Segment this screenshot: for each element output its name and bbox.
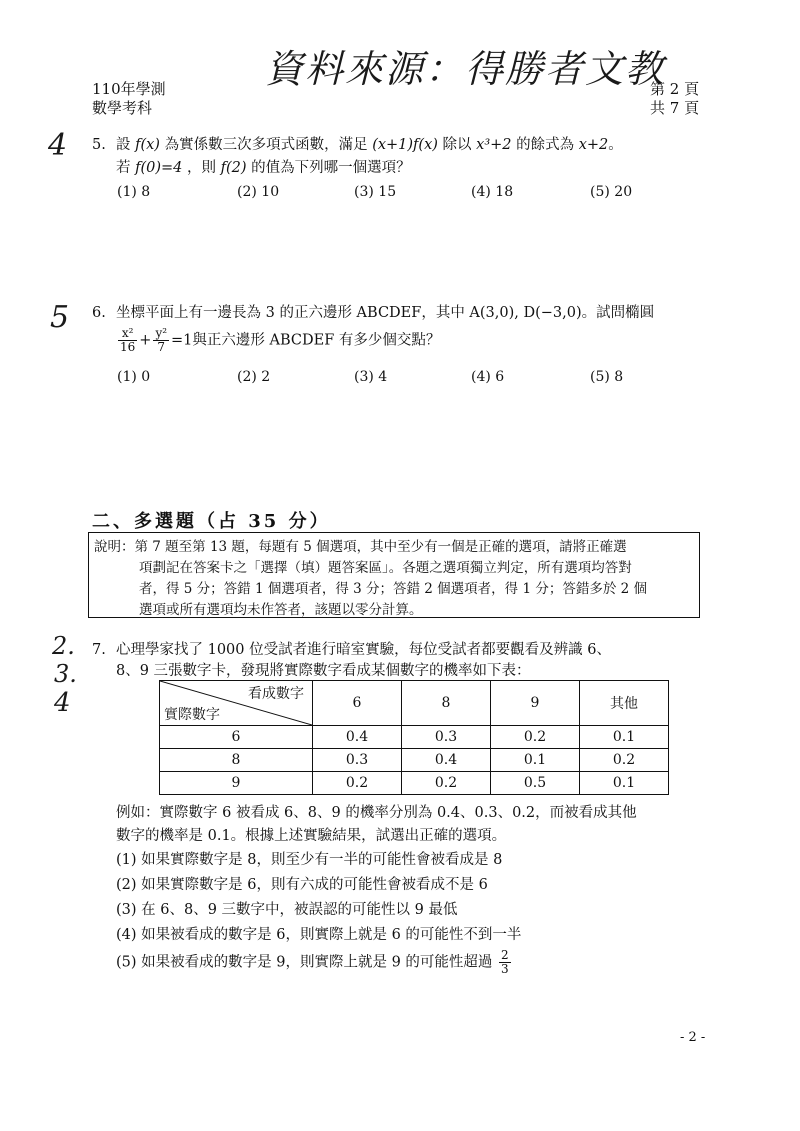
table-row — [160, 726, 669, 749]
table-cell: 0.2 — [313, 772, 402, 795]
handwritten-answer-q7-3: 4 — [54, 688, 71, 718]
table-corner-cell — [160, 681, 313, 726]
q5-stem-line2: 若 f(0)=4 ，則 f(2) 的值為下列哪一個選項？ — [116, 160, 411, 176]
q7-option-4[interactable]: (4) 如果被看成的數字是 6，則實際上就是 6 的可能性不到一半 — [116, 927, 522, 943]
table-cell: 0.1 — [491, 749, 580, 772]
instructions-line-4: 選項或所有選項均未作答者，該題以零分計算。 — [139, 602, 423, 618]
q7-stem-line1: 心理學家找了 1000 位受試者進行暗室實驗，每位受試者都要觀看及辨識 6、 — [116, 642, 611, 658]
table-cell: 0.3 — [402, 726, 491, 749]
total-pages: 共 7 頁 — [650, 99, 700, 117]
ellipse-y-fraction: $\frac{\text{y²}}{7}$ — [155, 326, 168, 354]
instructions-line-2: 項劃記在答案卡之「選擇（填）題答案區」。各題之選項獨立判定，所有選項均答對 — [139, 560, 632, 576]
q5-number: 5. — [92, 137, 106, 153]
header-seen-digit: 看成數字 — [248, 686, 304, 702]
q7-stem-line2: 8、9 三張數字卡，發現將實際數字看成某個數字的機率如下表： — [116, 663, 531, 679]
q7-example-line1: 例如：實際數字 6 被看成 6、8、9 的機率分別為 0.4、0.3、0.2，而被看成其他 — [116, 805, 637, 821]
section-title-multiple-choice: 二、多選題（占 35 分） — [92, 511, 331, 532]
two-thirds-fraction: $\frac{2}{3}$ — [501, 948, 509, 976]
column-header-other: 其他 — [580, 681, 669, 726]
column-header-9: 9 — [491, 681, 580, 726]
table-cell: 0.3 — [313, 749, 402, 772]
handwritten-answer-q6: 5 — [50, 300, 70, 335]
table-cell: 0.5 — [491, 772, 580, 795]
header-actual-digit: 實際數字 — [164, 707, 220, 723]
column-header-6: 6 — [313, 681, 402, 726]
handwritten-answer-q5: 4 — [48, 128, 68, 163]
probability-table — [159, 680, 669, 795]
handwritten-source-title: 資料來源：得勝者文教 — [265, 47, 666, 91]
table-cell: 0.2 — [491, 726, 580, 749]
page-indicator: 第 2 頁 — [650, 80, 700, 98]
table-cell: 0.4 — [313, 726, 402, 749]
q5-option-1[interactable]: (1) 8 — [117, 184, 151, 200]
row-label: 6 — [160, 726, 313, 749]
table-row — [160, 749, 669, 772]
page-number: - 2 - — [680, 1030, 706, 1045]
exam-year: 110年學測 — [92, 80, 166, 98]
q6-stem-line2: $\frac{\text{x²}}{16}$ + $\frac{\text{y²}}{7}$ =1與正六邊形 ABCDEF 有多少個交點？ — [120, 326, 441, 354]
q7-number: 7. — [92, 642, 106, 658]
instructions-line-1: 說明：第 7 題至第 13 題，每題有 5 個選項，其中至少有一個是正確的選項，請將正確選 — [94, 539, 627, 555]
exam-subject: 數學考科 — [92, 99, 153, 117]
row-label: 9 — [160, 772, 313, 795]
q6-stem-line1: 坐標平面上有一邊長為 3 的正六邊形 ABCDEF，其中 A(3,0), D(−3,0)。試問橢圓 — [116, 305, 655, 321]
q7-option-3[interactable]: (3) 在 6、8、9 三數字中，被誤認的可能性以 9 最低 — [116, 902, 458, 918]
q6-option-4[interactable]: (4) 6 — [471, 369, 505, 385]
q5-option-5[interactable]: (5) 20 — [590, 184, 633, 200]
table-cell: 0.2 — [580, 749, 669, 772]
table-row — [160, 772, 669, 795]
q5-option-2[interactable]: (2) 10 — [237, 184, 280, 200]
table-cell: 0.2 — [402, 772, 491, 795]
q5-option-3[interactable]: (3) 15 — [354, 184, 397, 200]
column-header-8: 8 — [402, 681, 491, 726]
q7-option-2[interactable]: (2) 如果實際數字是 6，則有六成的可能性會被看成不是 6 — [116, 877, 488, 893]
row-label: 8 — [160, 749, 313, 772]
q6-option-3[interactable]: (3) 4 — [354, 369, 388, 385]
q6-option-2[interactable]: (2) 2 — [237, 369, 271, 385]
q6-option-1[interactable]: (1) 0 — [117, 369, 151, 385]
table-cell: 0.1 — [580, 726, 669, 749]
q7-example-line2: 數字的機率是 0.1。根據上述實驗結果，試選出正確的選項。 — [116, 828, 507, 844]
q6-number: 6. — [92, 305, 106, 321]
table-cell: 0.4 — [402, 749, 491, 772]
q5-option-4[interactable]: (4) 18 — [471, 184, 514, 200]
handwritten-answer-q7-1: 2. — [52, 632, 75, 660]
q7-option-1[interactable]: (1) 如果實際數字是 8，則至少有一半的可能性會被看成是 8 — [116, 852, 503, 868]
handwritten-answer-q7-2: 3. — [54, 660, 77, 688]
ellipse-x-fraction: $\frac{\text{x²}}{16}$ — [120, 326, 136, 354]
instructions-line-3: 者，得 5 分；答錯 1 個選項者，得 3 分；答錯 2 個選項者，得 1 分；答錯多於 2 個 — [139, 581, 648, 597]
q6-option-5[interactable]: (5) 8 — [590, 369, 624, 385]
table-cell: 0.1 — [580, 772, 669, 795]
q5-stem-line1: 設 f(x) 為實係數三次多項式函數，滿足 (x+1)f(x) 除以 x³+2 的餘式為 x+2。 — [116, 137, 623, 153]
q7-option-5[interactable]: (5) 如果被看成的數字是 9，則實際上就是 9 的可能性超過 $\frac{2}{3}$ — [116, 948, 509, 976]
